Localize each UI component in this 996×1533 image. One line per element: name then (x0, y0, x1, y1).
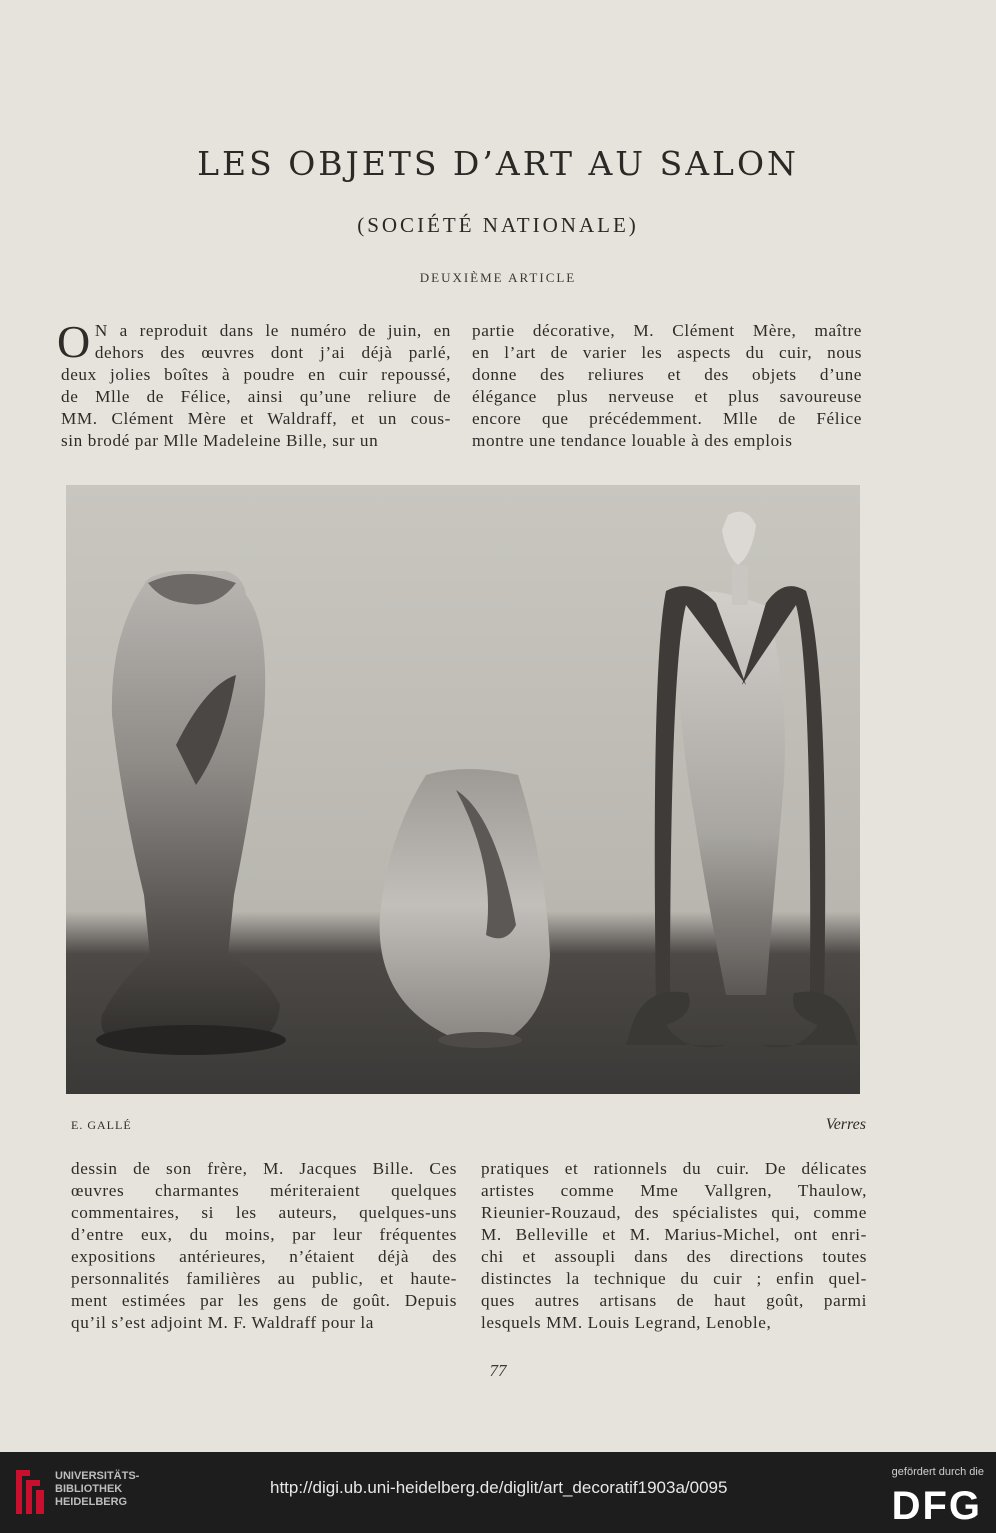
text-line: Rieunier-Rouzaud, des spécialistes qui, comme (481, 1203, 867, 1222)
text-line: d’entre eux, du moins, par leur fréquentes (71, 1225, 457, 1244)
text-line: dehors des œuvres dont j’ai déjà parlé, (94, 343, 451, 362)
right-vase (626, 512, 858, 1048)
article-title: LES OBJETS D’ART AU SALON (197, 144, 799, 183)
digitization-footer (0, 1452, 996, 1533)
text-line: encore que précédemment. Mlle de Félice (472, 409, 862, 428)
text-line: en l’art de varier les aspects du cuir, nous (472, 343, 862, 362)
figure-caption-title: Verres (825, 1116, 866, 1133)
text-line: chi et assoupli dans des directions toutes (481, 1247, 867, 1266)
vases-photograph (66, 485, 860, 1094)
text-line: qu’il s’est adjoint M. F. Waldraff pour la (71, 1313, 374, 1332)
text-line: expositions antérieures, n’étaient déjà des (71, 1247, 457, 1266)
text-line: dessin de son frère, M. Jacques Bille. Ces (71, 1159, 457, 1178)
figure-caption-artist: E. GALLÉ (71, 1118, 132, 1132)
drop-cap: O (57, 316, 91, 367)
text-line: distinctes la technique du cuir ; enfin quel- (481, 1269, 867, 1288)
library-logo-icon (12, 1464, 48, 1520)
sponsor-label: gefördert durch die (891, 1466, 984, 1478)
text-line: œuvres charmantes mériteraient quelques (71, 1181, 457, 1200)
text-line: lesquels MM. Louis Legrand, Lenoble, (481, 1313, 772, 1332)
text-line: artistes comme Mme Vallgren, Thaulow, (481, 1181, 867, 1200)
text-line: commentaires, si les auteurs, quelques-uns (71, 1203, 457, 1222)
middle-vase (380, 769, 550, 1048)
text-line: donne des reliures et des objets d’une (472, 365, 862, 384)
dfg-logo: DFG (891, 1484, 982, 1528)
left-vase (96, 571, 286, 1055)
bottom-left-column (71, 1158, 457, 1334)
top-right-column (472, 320, 862, 452)
library-name: UNIVERSITÄTS- BIBLIOTHEK HEIDELBERG (55, 1470, 140, 1508)
bottom-right-column (481, 1158, 867, 1334)
text-line: ment estimées par les gens de goût. Depuis (71, 1291, 457, 1310)
text-line: deux jolies boîtes à poudre en cuir repoussé, (61, 365, 451, 384)
text-line: partie décorative, M. Clément Mère, maître (472, 321, 862, 340)
text-line: pratiques et rationnels du cuir. De délicates (481, 1159, 867, 1178)
text-line: sin brodé par Mlle Madeleine Bille, sur un (61, 431, 379, 450)
text-line: M. Belleville et M. Marius-Michel, ont enri- (481, 1225, 867, 1244)
text-line: MM. Clément Mère et Waldraff, et un cous- (61, 409, 451, 428)
permalink-url[interactable]: http://digi.ub.uni-heidelberg.de/diglit/art_decoratif1903a/0095 (270, 1478, 728, 1497)
section-label: DEUXIÈME ARTICLE (419, 270, 577, 285)
text-line: de Mlle de Félice, ainsi qu’une reliure de (61, 387, 451, 406)
text-line: ques autres artisans de haut goût, parmi (481, 1291, 867, 1310)
article-subtitle: (SOCIÉTÉ NATIONALE) (357, 213, 639, 237)
text-line: élégance plus nerveuse et plus savoureuse (472, 387, 862, 406)
vases-illustration (66, 485, 860, 1094)
page-number: 77 (489, 1361, 507, 1380)
text-line: personnalités familières au public, et haute- (71, 1269, 457, 1288)
top-left-column (57, 316, 451, 452)
text-line: montre une tendance louable à des emplois (472, 431, 793, 450)
text-line: N a reproduit dans le numéro de juin, en (94, 321, 451, 340)
